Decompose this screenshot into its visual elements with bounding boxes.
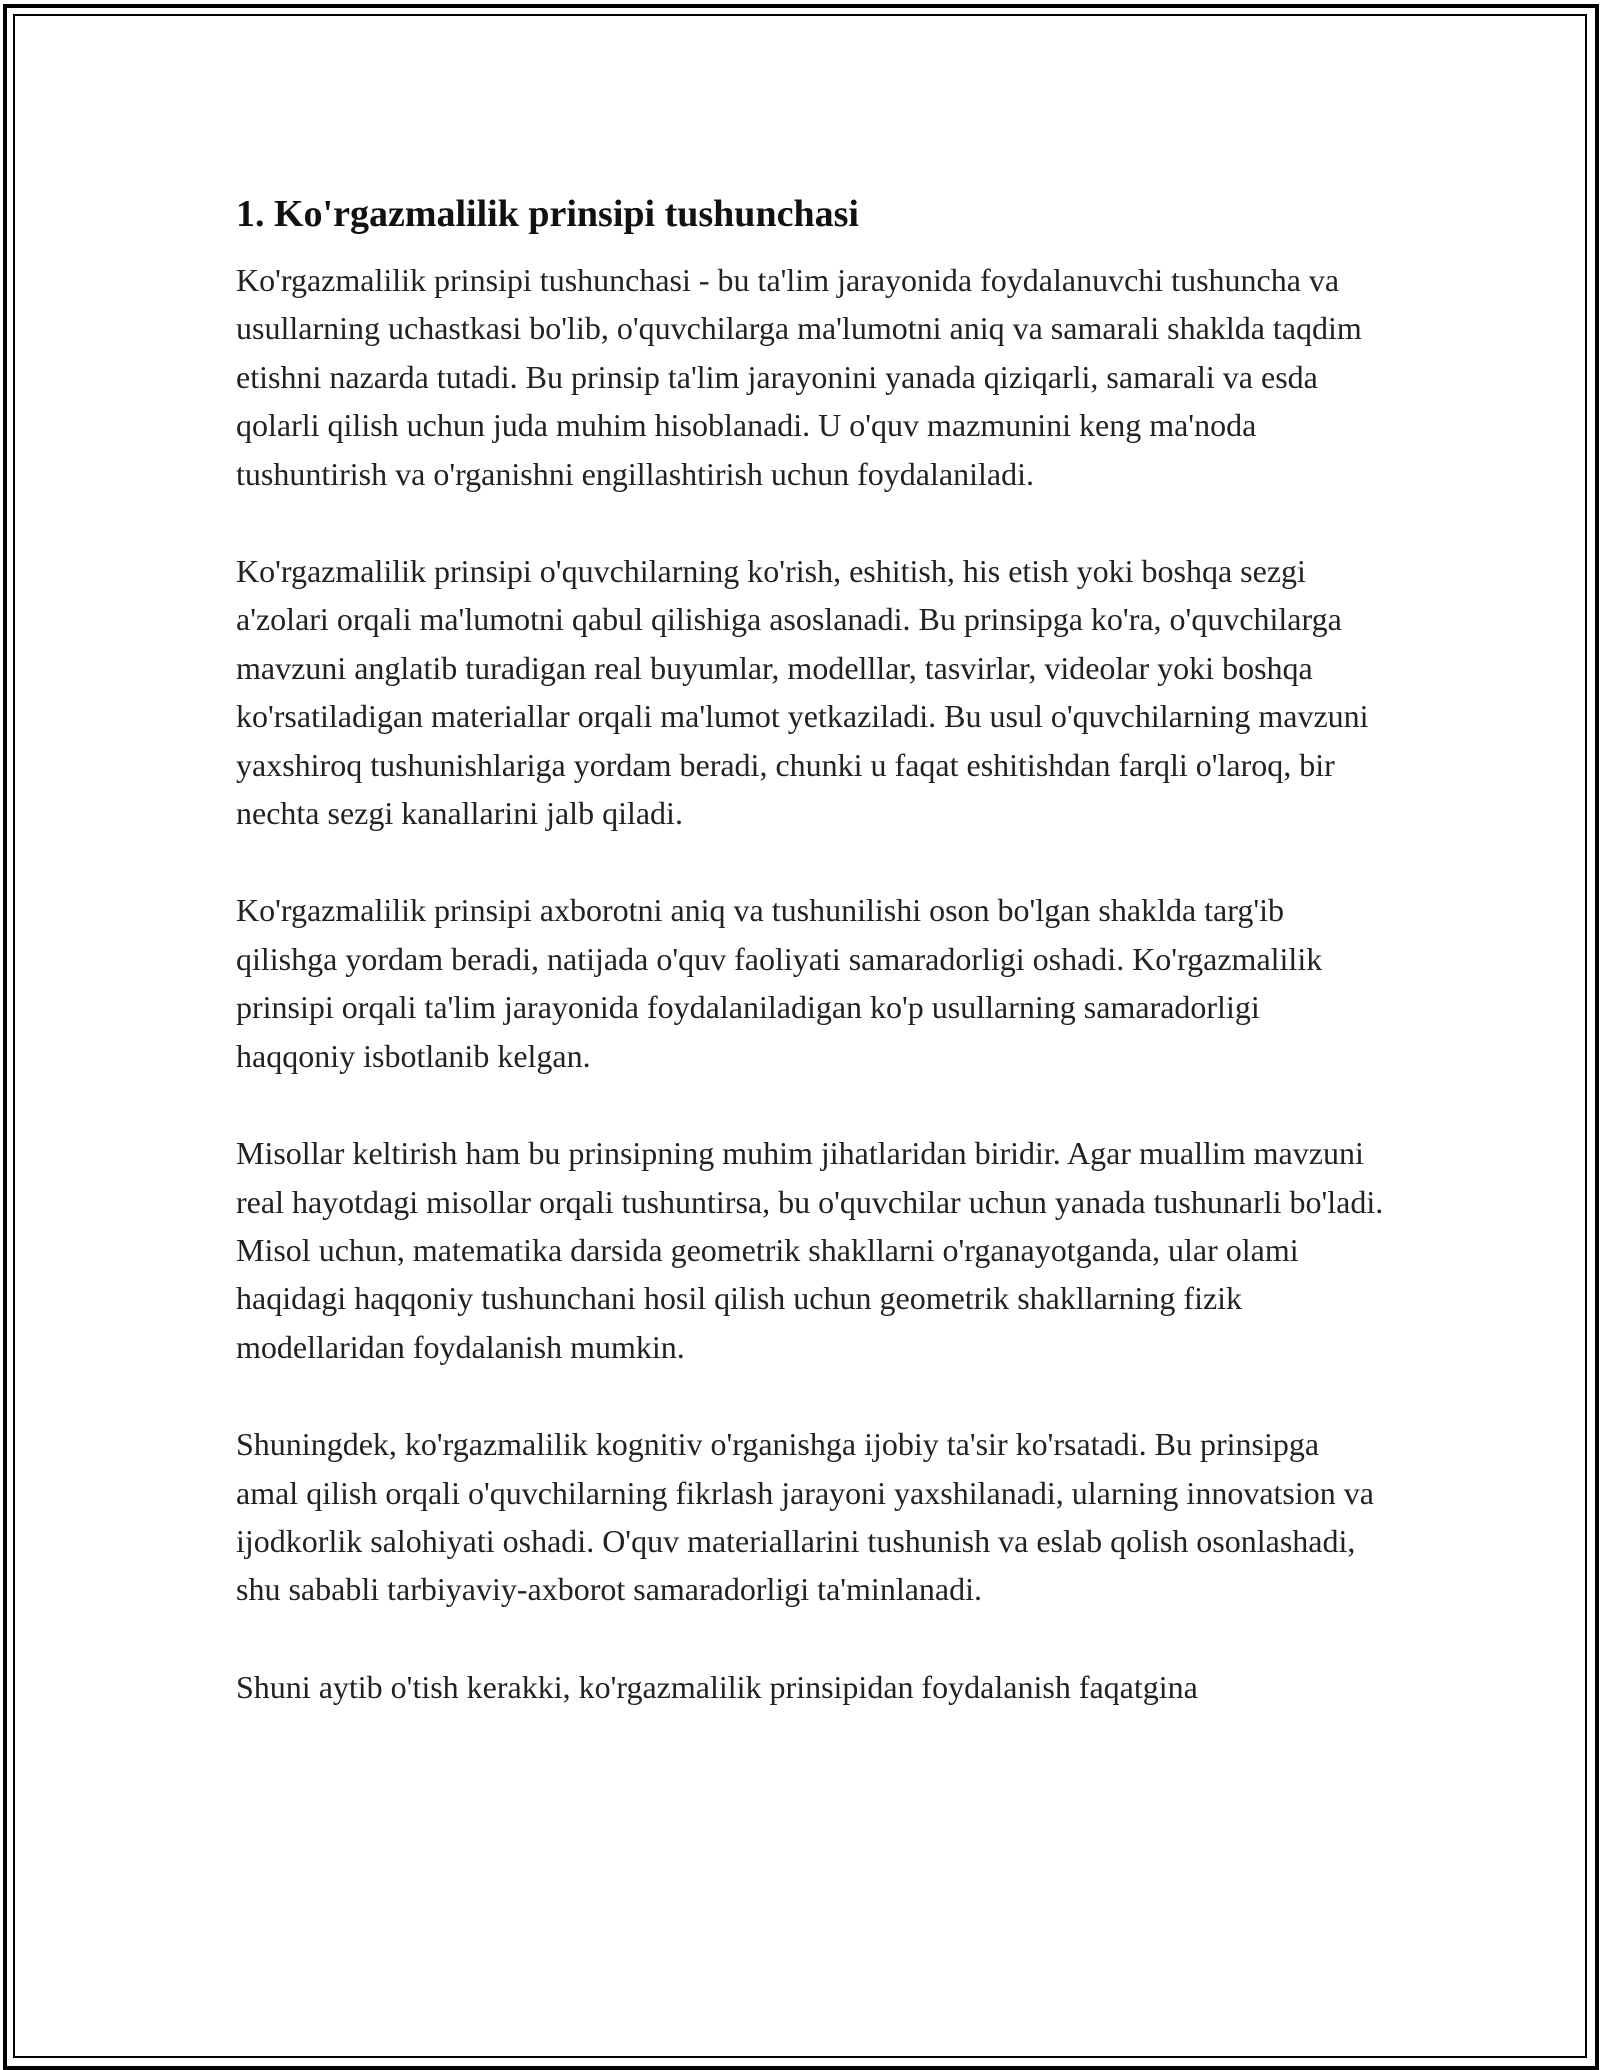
paragraph: Ko'rgazmalilik prinsipi axborotni aniq va tushunilishi oson bo'lgan shaklda targ'ib qilishga yordam beradi, natijada o'quv faoliyati samaradorligi oshadi. Ko'rgazmalilik prinsipi orqali ta'lim jarayonida foydalaniladigan ko'p usullarning samaradorligi haqqoniy isbotlanib kelgan.	[236, 892, 1323, 1074]
paragraph: Misollar keltirish ham bu prinsipning muhim jihatlaridan biridir. Agar muallim mavzuni real hayotdagi misollar orqali tushuntirsa, bu o'quvchilar uchun yanada tushunarli bo'ladi. Misol uchun, matematika darsida geometrik shakllarni o'rganayotganda, ular olami haqidagi haqqoniy tushunchani hosil qilish uchun geometrik shakllarning fizik modellaridan foydalanish mumkin.	[236, 1135, 1384, 1365]
section-heading: 1. Ko'rgazmalilik prinsipi tushunchasi	[236, 193, 859, 235]
paragraph: Ko'rgazmalilik prinsipi o'quvchilarning ko'rish, eshitish, his etish yoki boshqa sezgi a'zolari orqali ma'lumotni qabul qilishiga asoslanadi. Bu prinsipga ko'ra, o'quvchilarga mavzuni anglatib turadigan real buyumlar, modelllar, tasvirlar, videolar yoki boshqa ko'rsatiladigan materiallar orqali ma'lumot yetkaziladi. Bu usul o'quvchilarning mavzuni yaxshiroq tushunishlariga yordam beradi, chunki u faqat eshitishdan farqli o'laroq, bir nechta sezgi kanallarini jalb qiladi.	[236, 553, 1369, 832]
paragraph: Shuningdek, ko'rgazmalilik kognitiv o'rganishga ijobiy ta'sir ko'rsatadi. Bu prinsipga amal qilish orqali o'quvchilarning fikrlash jarayoni yaxshilanadi, ularning innovatsion va ijodkorlik salohiyati oshadi. O'quv materiallarini tushunish va eslab qolish osonlashadi, shu sababli tarbiyaviy-axborot samaradorligi ta'minlanadi.	[236, 1426, 1374, 1608]
paragraph: Shuni aytib o'tish kerakki, ko'rgazmalilik prinsipidan foydalanish faqatgina	[236, 1668, 1198, 1705]
paragraph: Ko'rgazmalilik prinsipi tushunchasi - bu ta'lim jarayonida foydalanuvchi tushuncha va usullarning uchastkasi bo'lib, o'quvchilarga ma'lumotni aniq va samarali shaklda taqdim etishni nazarda tutadi. Bu prinsip ta'lim jarayonini yanada qiziqarli, samarali va esda qolarli qilish uchun juda muhim hisoblanadi. U o'quv mazmunini keng ma'noda tushuntirish va o'rganishni engillashtirish uchun foydalaniladi.	[236, 262, 1362, 492]
document-body	[236, 186, 1386, 1760]
